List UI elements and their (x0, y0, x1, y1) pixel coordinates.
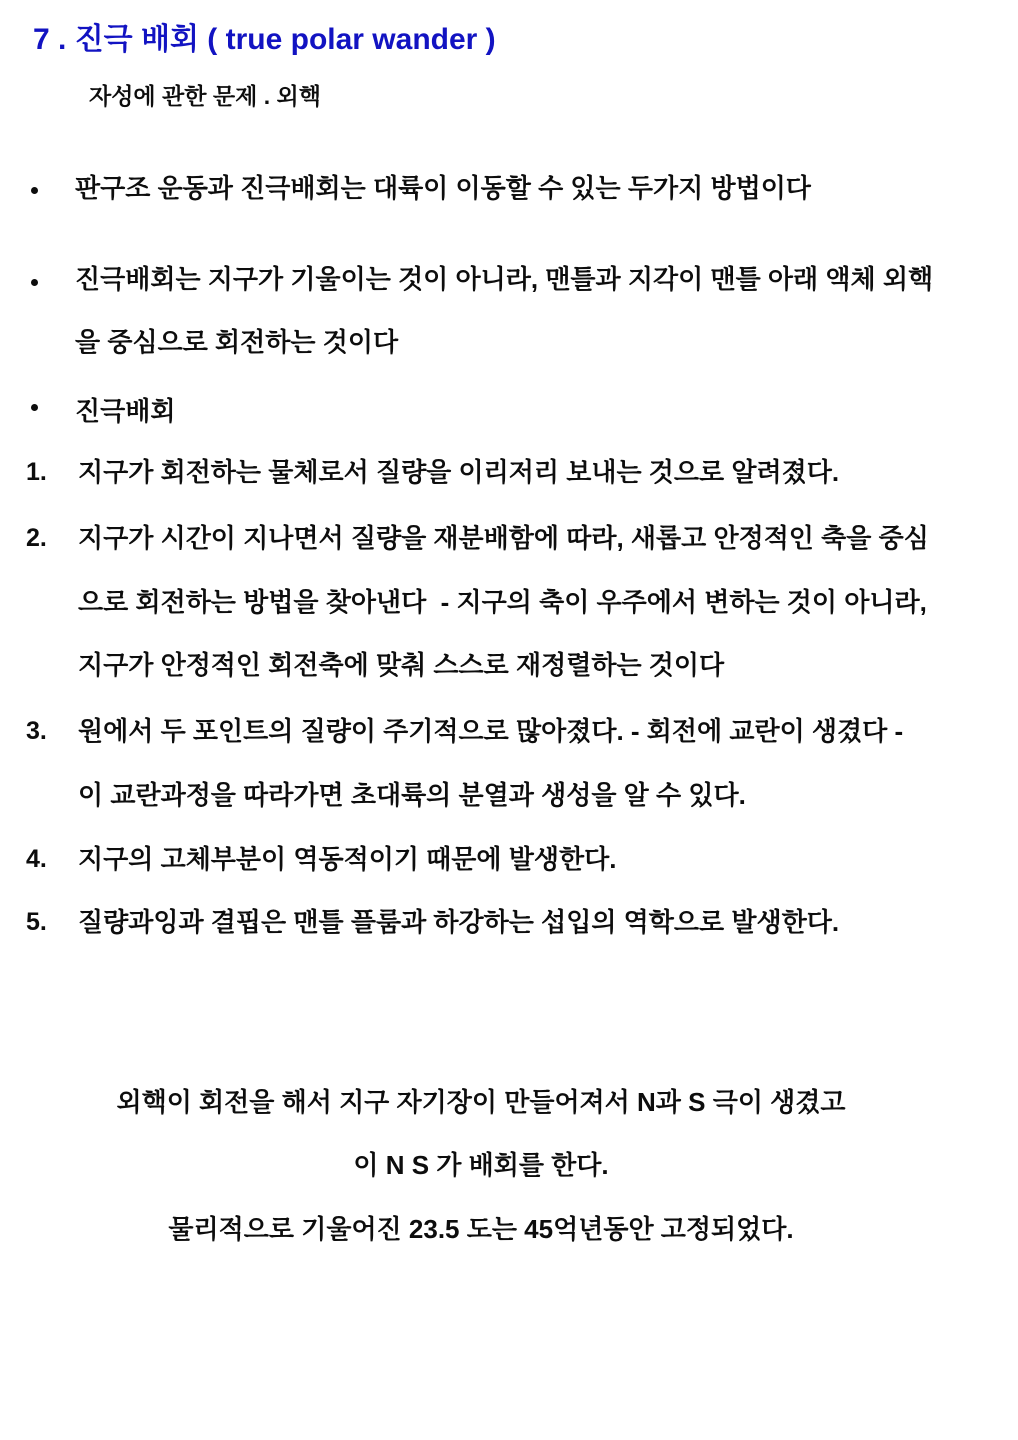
bullet-dot (31, 279, 38, 286)
numbered-item-text: 질량과잉과 결핍은 맨틀 플룸과 하강하는 섭입의 역학으로 발생한다. (78, 907, 840, 937)
bullet-item-text: 을 중심으로 회전하는 것이다 (75, 327, 399, 357)
numbered-item-text: 으로 회전하는 방법을 찾아낸다 - 지구의 축이 우주에서 변하는 것이 아니라, (78, 587, 927, 617)
numbered-item-marker: 1. (26, 458, 47, 486)
footer-line: 물리적으로 기울어진 23.5 도는 45억년동안 고정되었다. (168, 1214, 794, 1244)
footer-line: 이 N S 가 배회를 한다. (353, 1150, 609, 1180)
numbered-item-text: 지구가 안정적인 회전축에 맞춰 스스로 재정렬하는 것이다 (78, 650, 725, 680)
numbered-item-text: 지구가 시간이 지나면서 질량을 재분배함에 따라, 새롭고 안정적인 축을 중심 (78, 523, 929, 553)
bullet-item-text: 판구조 운동과 진극배회는 대륙이 이동할 수 있는 두가지 방법이다 (75, 173, 811, 203)
numbered-item-marker: 5. (26, 908, 47, 936)
bullet-item-text: 진극배회는 지구가 기울이는 것이 아니라, 맨틀과 지각이 맨틀 아래 액체 외핵 (75, 264, 934, 294)
numbered-item-marker: 2. (26, 524, 47, 552)
footer-line: 외핵이 회전을 해서 지구 자기장이 만들어져서 N과 S 극이 생겼고 (116, 1087, 846, 1117)
page-title: 7 . 진극 배회 ( true polar wander ) (33, 23, 496, 56)
numbered-item-marker: 4. (26, 845, 47, 873)
bullet-dot (31, 187, 38, 194)
bullet-dot (31, 404, 38, 411)
numbered-item-text: 지구의 고체부분이 역동적이기 때문에 발생한다. (78, 844, 617, 874)
page-subtitle: 자성에 관한 문제 . 외핵 (89, 83, 321, 109)
numbered-item-text: 이 교란과정을 따라가면 초대륙의 분열과 생성을 알 수 있다. (78, 780, 746, 810)
bullet-item-text: 진극배회 (75, 396, 176, 426)
numbered-item-text: 지구가 회전하는 물체로서 질량을 이리저리 보내는 것으로 알려졌다. (78, 457, 840, 487)
numbered-item-marker: 3. (26, 717, 47, 745)
numbered-item-text: 원에서 두 포인트의 질량이 주기적으로 많아졌다. - 회전에 교란이 생겼다 - (78, 716, 904, 746)
